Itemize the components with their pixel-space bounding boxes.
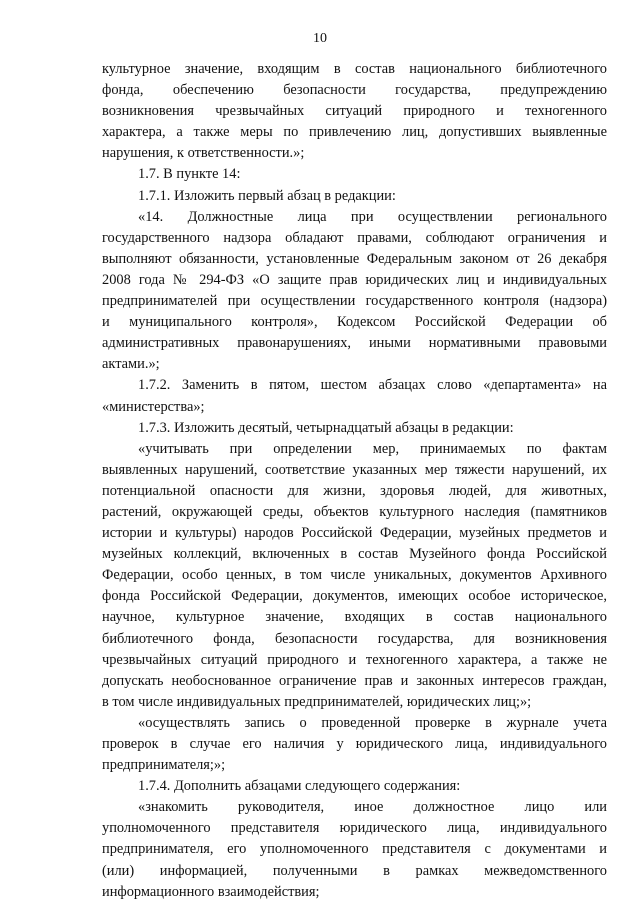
text-line: чрезвычайных ситуаций природного и техногенного характера, а также не [102,651,607,668]
text-line: предпринимателей при осуществлении государственного контроля (надзора) [102,293,607,310]
text-line: фонда Российской Федерации, документов, имеющих особое историческое, [102,588,607,605]
text-line: уполномоченного представителя юридического лица, индивидуального [102,820,607,837]
text-line: потенциальной опасности для жизни, здоровья людей, для животных, [102,482,607,499]
text-line: актами.»; [102,356,160,373]
text-line: проверок в случае его наличия у юридического лица, индивидуального [102,736,607,752]
text-line: научное, культурное значение, входящих в состав национального [102,609,607,626]
text-line: возникновения чрезвычайных ситуаций природного и техногенного [102,103,607,120]
text-line: музейных коллекций, включенных в состав Музейного фонда Российской [102,546,607,563]
text-line: характера, а также меры по привлечению лиц, допустивших выявленные [102,124,607,141]
text-line: допускать необоснованное ограничение прав и законных интересов граждан, [102,672,607,689]
text-line: 1.7.2. Заменить в пятом, шестом абзацах слово «департамента» на [138,377,607,394]
text-line: информационного взаимодействия; [102,883,320,900]
text-line: «министерства»; [102,398,205,415]
text-line: выполняют обязанности, установленные Федеральным законом от 26 декабря [102,250,607,267]
text-line: административных правонарушениях, иными нормативными правовыми [102,335,607,352]
text-line: нарушения, к ответственности.»; [102,145,305,162]
text-line: (или) информацией, полученными в рамках межведомственного [102,862,607,879]
text-line: 1.7.3. Изложить десятый, четырнадцатый абзацы в редакции: [138,419,514,436]
text-line: «14. Должностные лица при осуществлении регионального [138,208,607,225]
text-line: «знакомить руководителя, иное должностное лицо или [138,799,607,816]
page-number: 10 [313,31,327,46]
text-line: «учитывать при определении мер, принимаемых по фактам [138,440,607,457]
text-line: 2008 года № 294-ФЗ «О защите прав юридических лиц и индивидуальных [102,271,607,288]
text-line: предпринимателя, его уполномоченного представителя с документами и [102,841,607,858]
text-line: истории и культуры) народов Российской Федерации, музейных предметов и [102,525,607,542]
document-text [102,59,607,903]
text-line: государственного надзора обладают правами, соблюдают ограничения и [102,229,607,246]
text-line: «осуществлять запись о проведенной проверке в журнале учета [138,714,607,731]
text-line: Федерации, особо ценных, в том числе уникальных, документов Архивного [102,567,607,584]
text-line: культурное значение, входящим в состав национального библиотечного [102,61,607,77]
text-line: предпринимателя;»; [102,757,226,774]
text-line: 1.7.1. Изложить первый абзац в редакции: [138,187,396,204]
text-line: и муниципального контроля», Кодексом Российской Федерации об [102,314,607,331]
text-line: 1.7.4. Дополнить абзацами следующего содержания: [138,778,461,795]
text-line: библиотечного фонда, безопасности государства, для возникновения [102,630,607,647]
text-line: 1.7. В пункте 14: [138,166,241,183]
text-line: в том числе индивидуальных предпринимателей, юридических лиц;»; [102,693,532,710]
text-line: выявленных нарушений, соответствие указанных мер тяжести нарушений, их [102,461,607,478]
text-line: растений, окружающей среды, объектов культурного наследия (памятников [102,503,607,520]
text-line: фонда, обеспечению безопасности государства, предупреждению [102,82,607,99]
